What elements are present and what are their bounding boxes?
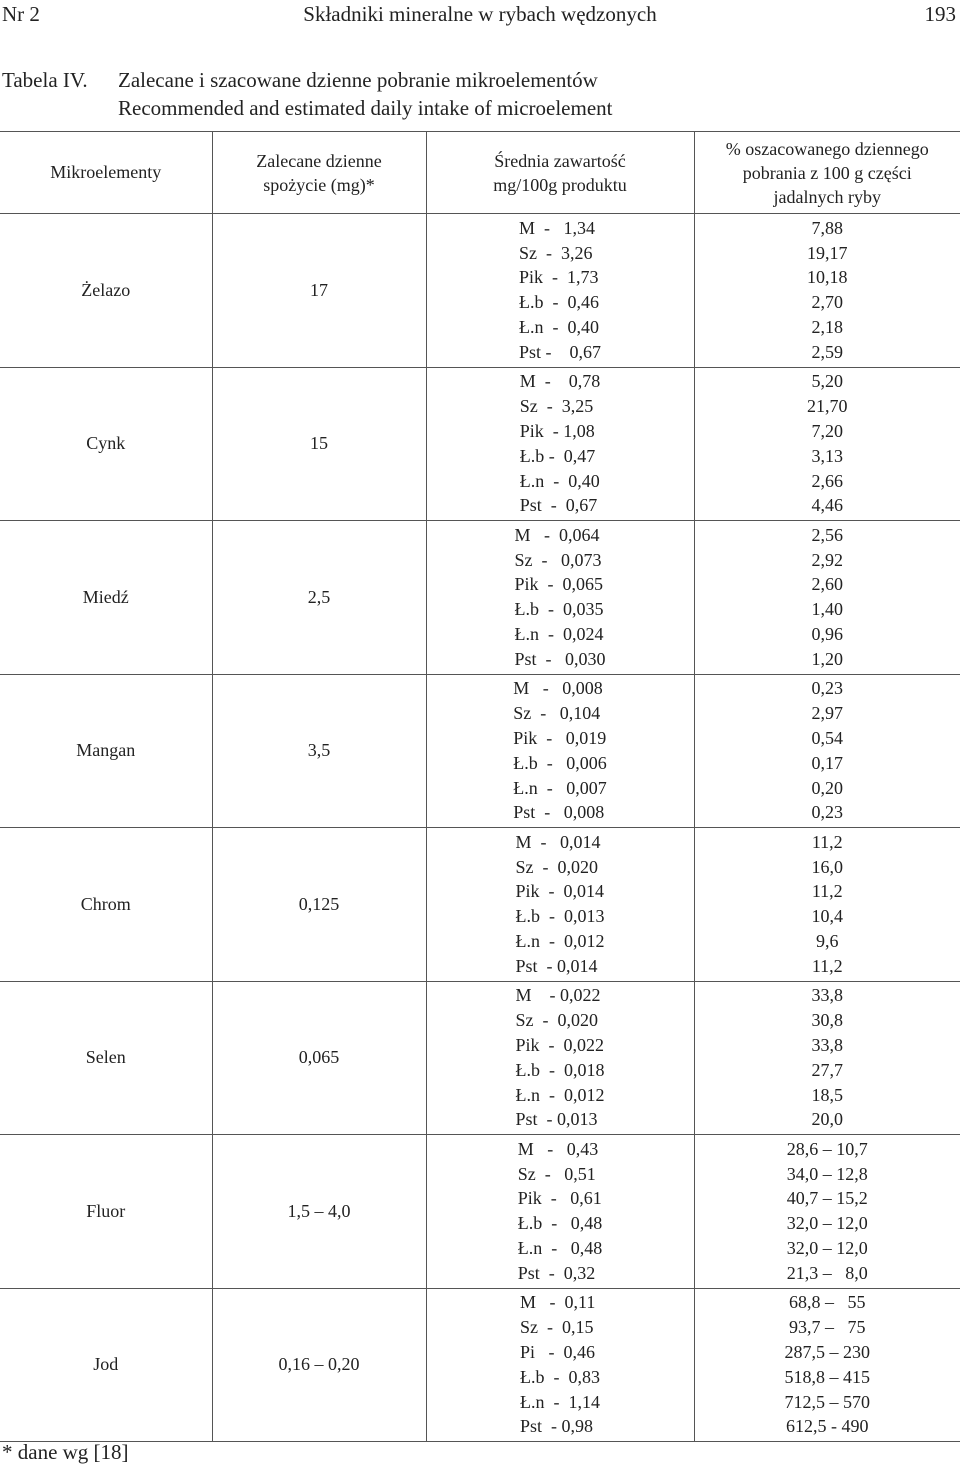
content-value: Ł.n - 0,012 <box>515 1084 605 1105</box>
content-list <box>516 983 605 1132</box>
content-value: M - 0,014 <box>515 831 601 852</box>
percent-intake-cell <box>694 828 960 982</box>
content-value: Pik - 0,022 <box>515 1034 605 1055</box>
content-value: Pik - 0,014 <box>515 881 605 902</box>
percent-value: 2,18 <box>811 317 843 338</box>
percent-value: 32,0 – 12,0 <box>786 1238 868 1259</box>
header-average-content <box>426 132 694 214</box>
percent-intake-cell <box>694 521 960 675</box>
recommended-intake-cell <box>212 214 426 368</box>
table-header-row <box>0 132 960 214</box>
recommended-intake: 1,5 – 4,0 <box>287 1200 351 1221</box>
table-row <box>0 367 960 521</box>
table-row <box>0 1288 960 1442</box>
content-list <box>513 676 607 825</box>
percent-value: 30,8 <box>811 1010 843 1031</box>
percent-value: 68,8 – 55 <box>789 1292 866 1313</box>
content-value: Pik - 1,08 <box>519 420 595 441</box>
table-row <box>0 214 960 368</box>
content-value: Ł.b - 0,47 <box>519 445 596 466</box>
percent-value: 0,23 <box>811 678 843 699</box>
content-value: Pst - 0,67 <box>519 495 598 516</box>
content-value: Ł.n - 1,14 <box>520 1391 600 1412</box>
header-text: Średnia zawartość <box>494 150 626 171</box>
recommended-intake-cell <box>212 1135 426 1289</box>
percent-value: 19,17 <box>807 242 848 263</box>
element-name: Fluor <box>86 1200 126 1221</box>
element-name: Cynk <box>86 433 126 454</box>
content-value: Ł.b - 0,48 <box>517 1213 603 1234</box>
element-name: Chrom <box>80 893 131 914</box>
header-text: Mikroelementy <box>50 162 162 183</box>
percent-value: 2,60 <box>811 574 843 595</box>
content-value: Ł.b - 0,018 <box>515 1059 605 1080</box>
percent-value: 28,6 – 10,7 <box>786 1138 868 1159</box>
content-value: M - 0,43 <box>517 1138 599 1159</box>
content-list <box>514 523 605 672</box>
percent-value: 34,0 – 12,8 <box>786 1163 868 1184</box>
content-value: Sz - 0,073 <box>514 549 602 570</box>
element-name-cell <box>0 828 212 982</box>
percent-value: 712,5 – 570 <box>784 1391 870 1412</box>
content-value: Sz - 0,15 <box>520 1317 594 1338</box>
percent-value: 0,96 <box>811 624 843 645</box>
percent-list <box>695 983 960 1132</box>
content-value: Sz - 0,020 <box>515 1010 598 1031</box>
recommended-intake: 15 <box>310 433 328 454</box>
average-content-cell <box>426 674 694 828</box>
percent-value: 32,0 – 12,0 <box>786 1213 868 1234</box>
header-text: pobrania z 100 g części <box>742 162 912 183</box>
average-content-cell <box>426 828 694 982</box>
content-value: Ł.n - 0,024 <box>514 624 604 645</box>
content-value: Ł.b - 0,83 <box>520 1366 600 1387</box>
header-text: Zalecane dzienne <box>256 150 382 171</box>
content-list <box>516 830 605 979</box>
table-row <box>0 981 960 1135</box>
element-name: Żelazo <box>81 279 131 300</box>
percent-value: 5,20 <box>811 371 843 392</box>
content-list <box>520 369 601 518</box>
recommended-intake-cell <box>212 521 426 675</box>
content-value: Sz - 0,020 <box>515 856 598 877</box>
content-value: M - 0,064 <box>514 524 600 545</box>
percent-value: 518,8 – 415 <box>784 1366 870 1387</box>
percent-value: 11,2 <box>811 831 843 852</box>
recommended-intake-cell <box>212 367 426 521</box>
percent-list <box>695 830 960 979</box>
journal-issue: Nr 2 <box>2 2 40 26</box>
table-row <box>0 521 960 675</box>
content-value: Pst - 0,67 <box>518 341 601 362</box>
percent-value: 10,4 <box>811 906 843 927</box>
average-content-cell <box>426 214 694 368</box>
recommended-intake: 0,125 <box>298 893 340 914</box>
percent-value: 11,2 <box>811 955 843 976</box>
percent-value: 93,7 – 75 <box>789 1317 866 1338</box>
percent-value: 20,0 <box>811 1109 843 1130</box>
percent-value: 4,46 <box>811 495 843 516</box>
content-value: Sz - 0,104 <box>513 703 601 724</box>
table-title-pl: Zalecane i szacowane dzienne pobranie mikroelementów <box>118 68 598 92</box>
percent-value: 612,5 - 490 <box>786 1416 869 1437</box>
percent-value: 2,56 <box>811 524 843 545</box>
element-name-cell <box>0 367 212 521</box>
recommended-intake-cell <box>212 828 426 982</box>
average-content-cell <box>426 367 694 521</box>
percent-value: 21,70 <box>807 396 848 417</box>
header-recommended-intake <box>212 132 426 214</box>
recommended-intake: 0,065 <box>298 1047 340 1068</box>
content-value: Ł.n - 0,007 <box>513 777 607 798</box>
recommended-intake: 2,5 <box>307 586 331 607</box>
recommended-intake: 3,5 <box>307 740 331 761</box>
percent-intake-cell <box>694 981 960 1135</box>
content-value: M - 0,022 <box>515 985 601 1006</box>
table-body <box>0 214 960 1442</box>
content-value: Pst - 0,013 <box>515 1109 598 1130</box>
percent-value: 21,3 – 8,0 <box>786 1262 868 1283</box>
percent-list <box>695 216 960 365</box>
content-value: Ł.b - 0,46 <box>518 292 599 313</box>
element-name-cell <box>0 1135 212 1289</box>
element-name-cell <box>0 674 212 828</box>
element-name-cell <box>0 981 212 1135</box>
content-value: Sz - 3,26 <box>518 242 593 263</box>
percent-value: 287,5 – 230 <box>784 1341 870 1362</box>
percent-value: 33,8 <box>811 985 843 1006</box>
table-title-en: Recommended and estimated daily intake of microelement <box>118 96 613 120</box>
footnote: * dane wg [18] <box>2 1440 129 1464</box>
percent-value: 0,17 <box>811 752 843 773</box>
content-value: Pik - 0,019 <box>513 727 607 748</box>
content-value: Pi - 0,46 <box>520 1341 596 1362</box>
content-value: Ł.n - 0,40 <box>518 317 599 338</box>
header-text: % oszacowanego dziennego <box>725 138 929 159</box>
average-content-cell <box>426 1288 694 1442</box>
content-value: Ł.n - 0,48 <box>517 1238 603 1259</box>
element-name: Mangan <box>76 740 136 761</box>
element-name-cell <box>0 521 212 675</box>
percent-value: 2,70 <box>811 292 843 313</box>
header-text: jadalnych ryby <box>773 186 881 207</box>
percent-value: 7,88 <box>811 217 843 238</box>
percent-value: 2,66 <box>811 470 843 491</box>
element-name-cell <box>0 1288 212 1442</box>
content-value: Pst - 0,014 <box>515 955 598 976</box>
header-percent-intake <box>694 132 960 214</box>
average-content-cell <box>426 981 694 1135</box>
percent-value: 9,6 <box>816 931 839 952</box>
percent-value: 2,59 <box>811 341 843 362</box>
percent-value: 40,7 – 15,2 <box>786 1188 868 1209</box>
recommended-intake-cell <box>212 1288 426 1442</box>
element-name: Jod <box>93 1354 119 1375</box>
percent-intake-cell <box>694 367 960 521</box>
average-content-cell <box>426 1135 694 1289</box>
percent-value: 0,20 <box>811 777 843 798</box>
header-text: spożycie (mg)* <box>263 174 375 195</box>
recommended-intake: 17 <box>310 279 328 300</box>
table-row <box>0 1135 960 1289</box>
content-value: Pst - 0,32 <box>517 1262 596 1283</box>
percent-value: 2,92 <box>811 549 843 570</box>
content-value: Ł.b - 0,035 <box>514 599 604 620</box>
percent-intake-cell <box>694 674 960 828</box>
average-content-cell <box>426 521 694 675</box>
content-value: Sz - 0,51 <box>517 1163 596 1184</box>
percent-list <box>695 523 960 672</box>
percent-value: 10,18 <box>807 267 848 288</box>
page-number: 193 <box>924 2 956 26</box>
percent-value: 3,13 <box>811 445 843 466</box>
content-list <box>520 1290 600 1439</box>
content-value: Pik - 0,61 <box>517 1188 602 1209</box>
microelement-table <box>0 131 960 1442</box>
percent-value: 7,20 <box>811 420 843 441</box>
percent-value: 27,7 <box>811 1059 843 1080</box>
element-name: Selen <box>85 1047 126 1068</box>
content-value: Ł.b - 0,006 <box>513 752 607 773</box>
content-value: Ł.n - 0,40 <box>519 470 600 491</box>
content-value: Sz - 3,25 <box>519 396 594 417</box>
percent-list <box>695 1137 960 1286</box>
page-header <box>0 2 960 32</box>
percent-value: 1,40 <box>811 599 843 620</box>
percent-value: 0,54 <box>811 727 843 748</box>
percent-list <box>695 369 960 518</box>
percent-intake-cell <box>694 214 960 368</box>
recommended-intake-cell <box>212 981 426 1135</box>
element-name: Miedź <box>82 586 129 607</box>
header-microelements <box>0 132 212 214</box>
percent-value: 11,2 <box>811 881 843 902</box>
content-value: Pst - 0,008 <box>513 802 605 823</box>
table-row <box>0 828 960 982</box>
percent-intake-cell <box>694 1288 960 1442</box>
recommended-intake: 0,16 – 0,20 <box>278 1354 360 1375</box>
element-name-cell <box>0 214 212 368</box>
content-value: M - 0,11 <box>520 1292 596 1313</box>
content-value: Ł.n - 0,012 <box>515 931 605 952</box>
content-value: M - 0,008 <box>513 678 603 699</box>
content-value: Ł.b - 0,013 <box>515 906 605 927</box>
running-title: Składniki mineralne w rybach wędzonych <box>303 2 657 26</box>
percent-value: 0,23 <box>811 802 843 823</box>
content-value: M - 1,34 <box>518 217 595 238</box>
content-list <box>519 216 601 365</box>
content-value: M - 0,78 <box>519 371 601 392</box>
percent-value: 18,5 <box>811 1084 843 1105</box>
table-row <box>0 674 960 828</box>
header-text: mg/100g produktu <box>493 174 627 195</box>
table-label: Tabela IV. <box>2 68 88 92</box>
content-list <box>518 1137 603 1286</box>
percent-value: 2,97 <box>811 703 843 724</box>
percent-intake-cell <box>694 1135 960 1289</box>
content-value: Pik - 1,73 <box>518 267 599 288</box>
percent-list <box>695 676 960 825</box>
content-value: Pst - 0,98 <box>520 1416 594 1437</box>
percent-value: 16,0 <box>811 856 843 877</box>
content-value: Pst - 0,030 <box>514 648 606 669</box>
percent-value: 33,8 <box>811 1034 843 1055</box>
percent-value: 1,20 <box>811 648 843 669</box>
content-value: Pik - 0,065 <box>514 574 603 595</box>
recommended-intake-cell <box>212 674 426 828</box>
percent-list <box>695 1290 960 1439</box>
